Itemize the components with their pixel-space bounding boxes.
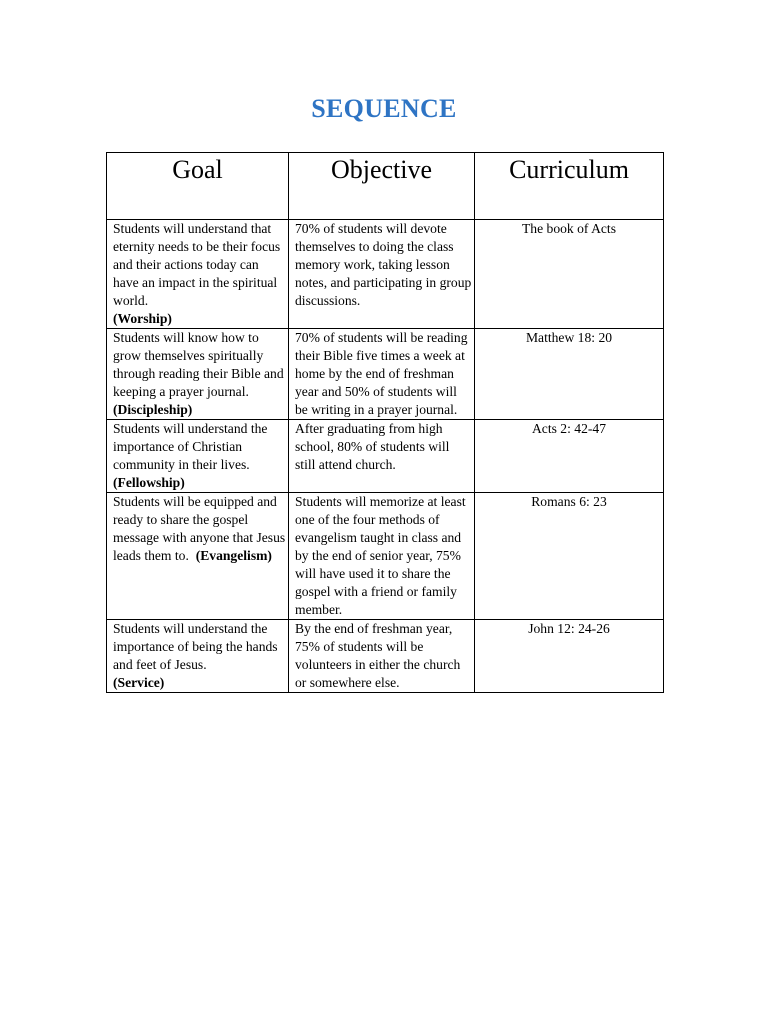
goal-tag: (Fellowship) <box>113 475 185 490</box>
goal-cell <box>107 620 289 693</box>
goal-cell <box>107 329 289 420</box>
curriculum-cell: John 12: 24-26 <box>475 620 664 693</box>
goal-text: Students will understand the importance of being the hands and feet of Jesus. <box>113 621 278 672</box>
table-row <box>107 620 664 693</box>
curriculum-cell: Matthew 18: 20 <box>475 329 664 420</box>
goal-tag: (Service) <box>113 675 165 690</box>
curriculum-cell: Romans 6: 23 <box>475 493 664 620</box>
sequence-table <box>106 152 664 693</box>
goal-tag: (Discipleship) <box>113 402 193 417</box>
goal-tag: (Worship) <box>113 311 172 326</box>
objective-cell: 70% of students will devote themselves to doing the class memory work, taking lesson notes, and participating in group discussions. <box>289 220 475 329</box>
goal-text: Students will understand that eternity needs to be their focus and their actions today can have an impact in the spiritual world. <box>113 221 281 308</box>
goal-text: Students will be equipped and ready to share the gospel message with anyone that Jesus leads them to. <box>113 494 286 563</box>
table-row <box>107 220 664 329</box>
objective-cell: By the end of freshman year, 75% of students will be volunteers in either the church or somewhere else. <box>289 620 475 693</box>
header-goal: Goal <box>107 153 289 220</box>
page-title: SEQUENCE <box>311 94 457 123</box>
objective-cell: 70% of students will be reading their Bible five times a week at home by the end of freshman year and 50% of students will be writing in a prayer journal. <box>289 329 475 420</box>
header-curriculum: Curriculum <box>475 153 664 220</box>
goal-text: Students will know how to grow themselves spiritually through reading their Bible and keeping a prayer journal. <box>113 330 284 399</box>
goal-cell <box>107 493 289 620</box>
table-row <box>107 420 664 493</box>
curriculum-cell: Acts 2: 42-47 <box>475 420 664 493</box>
header-objective: Objective <box>289 153 475 220</box>
goal-cell <box>107 220 289 329</box>
goal-tag: (Evangelism) <box>195 548 272 563</box>
objective-cell: Students will memorize at least one of the four methods of evangelism taught in class and by the end of senior year, 75% will have used it to share the gospel with a friend or family member. <box>289 493 475 620</box>
objective-cell: After graduating from high school, 80% of students will still attend church. <box>289 420 475 493</box>
table-header-row <box>107 153 664 220</box>
goal-text: Students will understand the importance of Christian community in their lives. <box>113 421 268 472</box>
table-row <box>107 329 664 420</box>
table-row <box>107 493 664 620</box>
curriculum-cell: The book of Acts <box>475 220 664 329</box>
goal-cell <box>107 420 289 493</box>
